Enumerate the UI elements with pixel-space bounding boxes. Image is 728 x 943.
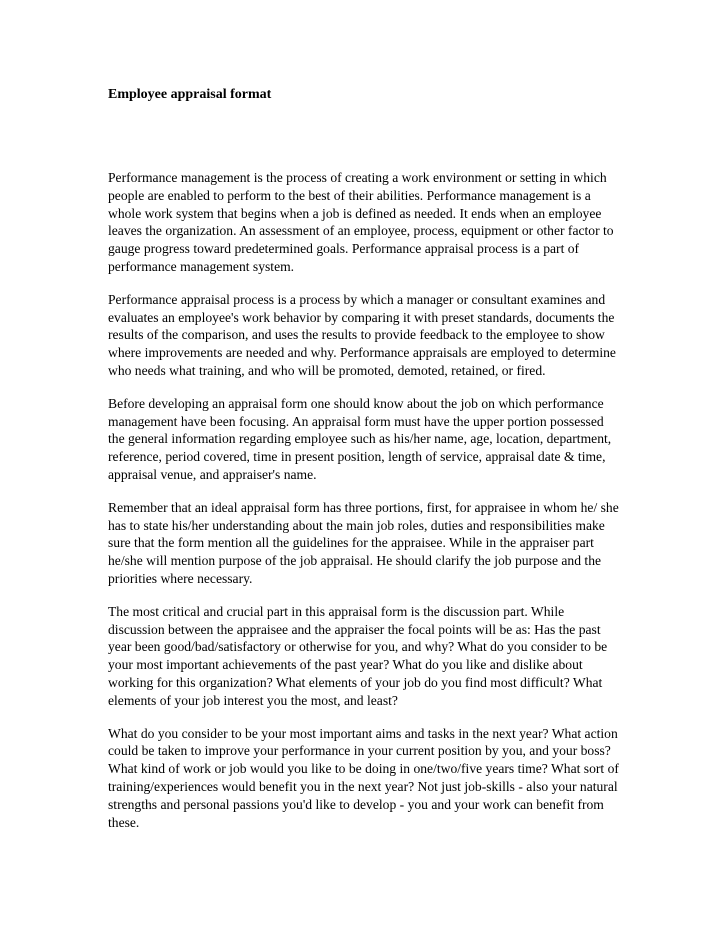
paragraph-ideal-form: Remember that an ideal appraisal form has three portions, first, for appraisee in whom he/ she has to state his/her understanding about the main job roles, duties and responsibilities make sure that the form mention all the guidelines for the appraisee. While in the appraiser part he/she will mention purpose of the job appraisal. He should clarify the job purpose and the priorities where necessary. xyxy=(108,499,619,586)
paragraph-discussion-part: The most critical and crucial part in this appraisal form is the discussion part. While discussion between the appraisee and the appraiser the focal points will be as: Has the past year been good/bad/satisfactory or otherwise for you, and why? What do you consider to be your most important achievements of the past year? What do you like and dislike about working for this organization? What elements of your job do you find most difficult? What elements of your job interest you the most, and least? xyxy=(108,603,608,708)
paragraph-aims-next-year: What do you consider to be your most important aims and tasks in the next year? What action could be taken to improve your performance in your current position by you, and your boss? What kind of work or job would you like to be doing in one/two/five years time? What sort of training/experiences would benefit you in the next year? Not just job-skills - also your natural strengths and personal passions you'd like to develop - you and your work can benefit from these. xyxy=(108,725,619,830)
paragraph-developing-form: Before developing an appraisal form one should know about the job on which performance management have been focusing. An appraisal form must have the upper portion possessed the general information regarding employee such as his/her name, age, location, department, reference, period covered, time in present position, length of service, appraisal date & time, appraisal venue, and appraiser's name. xyxy=(108,395,612,482)
document-title: Employee appraisal format xyxy=(108,87,272,102)
document-body xyxy=(108,169,620,846)
paragraph-appraisal-process: Performance appraisal process is a process by which a manager or consultant examines and evaluates an employee's work behavior by comparing it with preset standards, documents the results of the comparison, and uses the results to provide feedback to the employee to show where improvements are needed and why. Performance appraisals are employed to determine who needs what training, and who will be promoted, demoted, retained, or fired. xyxy=(108,291,616,378)
paragraph-performance-management: Performance management is the process of creating a work environment or setting in which people are enabled to perform to the best of their abilities. Performance management is a whole work system that begins when a job is defined as needed. It ends when an employee leaves the organization. An assessment of an employee, process, equipment or other factor to gauge progress toward predetermined goals. Performance appraisal process is a part of performance management system. xyxy=(108,170,614,274)
